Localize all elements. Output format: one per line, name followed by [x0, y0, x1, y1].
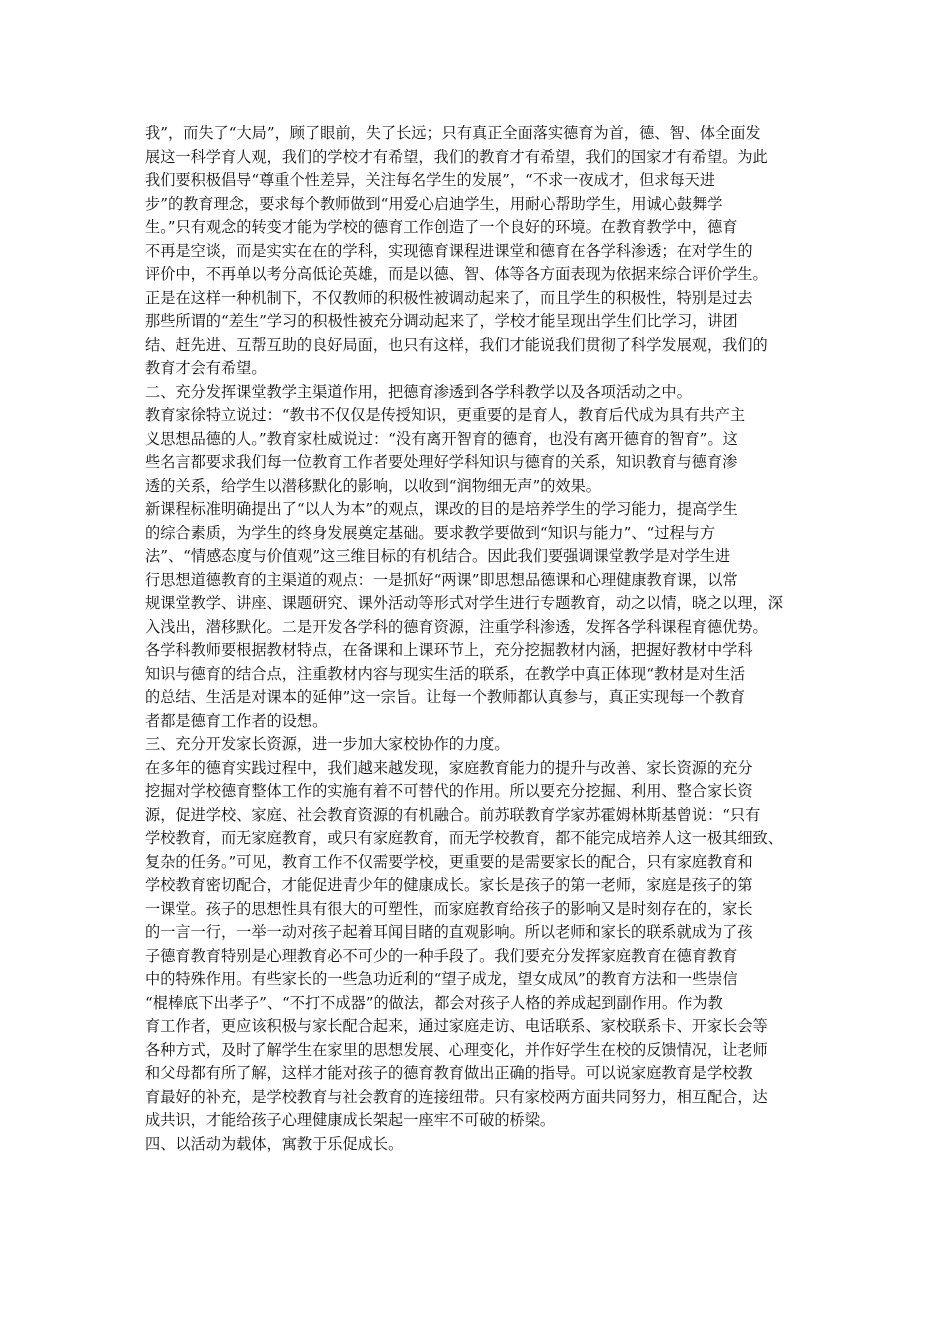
text-line: 复杂的任务。”可见，教育工作不仅需要学校，更重要的是需要家长的配合，只有家庭教育和 [145, 852, 753, 871]
text-line: 挖掘对学校德育整体工作的实施有着不可替代的作用。所以要充分挖掘、利用、整合家长资 [145, 782, 753, 800]
text-line: 各学科教师要根据教材特点，在备课和上课环节上，充分挖掘教材内涵，把握好教材中学科 [145, 641, 753, 659]
text-line: 规课堂教学、讲座、课题研究、课外活动等形式对学生进行专题教育，动之以情，晓之以理，深 [145, 594, 783, 612]
text-line: 结、赶先进、互帮互助的良好局面，也只有这样，我们才能说我们贯彻了科学发展观，我们的 [145, 335, 768, 354]
text-line: 行思想道德教育的主渠道的观点：一是抓好“两课”即思想品德课和心理健康教育课，以常 [145, 570, 738, 589]
text-line: 学校教育密切配合，才能促进青少年的健康成长。家长是孩子的第一老师，家庭是孩子的第 [145, 876, 753, 894]
text-line: 子德育教育特别是心理教育必不可少的一种手段了。我们要充分发挥家庭教育在德育教育 [145, 946, 738, 965]
text-line: 一课堂。孩子的思想性具有很大的可塑性，而家庭教育给孩子的影响又是时刻存在的，家长 [145, 899, 753, 918]
text-line: 学校教育，而无家庭教育，或只有家庭教育，而无学校教育，都不能完成培养人这一极其细致、 [145, 829, 783, 847]
section-heading: 四、以活动为载体，寓教于乐促成长。 [145, 1134, 404, 1153]
section-heading: 二、充分发挥课堂教学主渠道作用，把德育渗透到各学科教学以及各项活动之中。 [145, 382, 692, 401]
text-line: 不再是空谈，而是实实在在的学科，实现德育课程进课堂和德育在各学科渗透；在对学生的 [145, 241, 753, 260]
text-line: 展这一科学育人观，我们的学校才有希望，我们的教育才有希望，我们的国家才有希望。为此 [145, 147, 768, 166]
text-line: 新课程标准明确提出了“以人为本”的观点，课改的目的是培养学生的学习能力，提高学生 [145, 500, 738, 518]
text-line: 教育才会有希望。 [145, 359, 267, 377]
text-line: 育工作者，更应该积极与家长配合起来，通过家庭走访、电话联系、家校联系卡、开家长会等 [145, 1017, 768, 1035]
text-line: 和父母都有所了解，这样才能对孩子的德育教育做出正确的指导。可以说家庭教育是学校教 [145, 1064, 753, 1082]
text-line: 透的关系，给学生以潜移默化的影响，以收到“润物细无声”的效果。 [145, 476, 601, 495]
text-line: 中的特殊作用。有些家长的一些急功近利的“望子成龙，望女成凤”的教育方法和一些崇信 [145, 970, 738, 988]
text-line: 者都是德育工作者的设想。 [145, 711, 328, 730]
text-line: 成共识，才能给孩子心理健康成长架起一座牢不可破的桥梁。 [145, 1111, 556, 1129]
text-line: 育最好的补充，是学校教育与社会教育的连接纽带。只有家校两方面共同努力，相互配合，达 [145, 1087, 768, 1106]
text-line: 步”的教育理念，要求每个教师做到“用爱心启迪学生，用耐心帮助学生，用诚心鼓舞学 [145, 194, 723, 213]
text-line: 在多年的德育实践过程中，我们越来越发现，家庭教育能力的提升与改善、家长资源的充分 [145, 758, 753, 777]
text-line: 义思想品德的人。”教育家杜威说过：“没有离开智育的德育，也没有离开德育的智育”。这 [145, 429, 738, 448]
text-line: 的一言一行，一举一动对孩子起着耳闻目睹的直观影响。所以老师和家长的联系就成为了孩 [145, 923, 753, 941]
text-line: 些名言都要求我们每一位教育工作者要处理好学科知识与德育的关系，知识教育与德育渗 [145, 453, 738, 471]
text-line: 正是在这样一种机制下，不仅教师的积极性被调动起来了，而且学生的积极性，特别是过去 [145, 288, 753, 307]
text-line: 法”、“情感态度与价值观”这三维目标的有机结合。因此我们要强调课堂教学是对学生进 [145, 547, 731, 565]
text-line: 我”，而失了“大局”，顾了眼前，失了长远；只有真正全面落实德育为首，德、智、体全面发 [145, 124, 761, 142]
text-line: 入浅出，潜移默化。二是开发各学科的德育资源，注重学科渗透，发挥各学科课程育德优势。 [145, 617, 768, 636]
section-heading: 三、充分开发家长资源，进一步加大家校协作的力度。 [145, 735, 510, 753]
text-line: 的综合素质，为学生的终身发展奠定基础。要求教学要做到“知识与能力”、“过程与方 [145, 523, 716, 542]
text-line: 教育家徐特立说过：“教书不仅仅是传授知识，更重要的是育人，教育后代成为具有共产主 [145, 406, 746, 424]
text-line: 评价中，不再单以考分高低论英雄，而是以德、智、体等各方面表现为依据来综合评价学生。 [145, 265, 768, 283]
text-line: 源，促进学校、家庭、社会教育资源的有机融合。前苏联教育学家苏霍姆林斯基曾说：“只有 [145, 805, 761, 824]
document-body [145, 122, 807, 1156]
text-line: 那些所谓的“差生”学习的积极性被充分调动起来了，学校才能呈现出学生们比学习，讲团 [145, 312, 738, 330]
text-line: 知识与德育的结合点，注重教材内容与现实生活的联系，在教学中真正体现“教材是对生活 [145, 664, 746, 683]
text-line: 的总结、生活是对课本的延伸”这一宗旨。让每一个教师都认真参与，真正实现每一个教育 [145, 688, 746, 706]
text-line: 生。”只有观念的转变才能为学校的德育工作创造了一个良好的环境。在教育教学中，德育 [145, 218, 738, 236]
text-line: “棍棒底下出孝子”、“不打不成器”的做法，都会对孩子人格的养成起到副作用。作为教 [145, 993, 723, 1012]
text-line: 我们要积极倡导“尊重个性差异，关注每名学生的发展”，“不求一夜成才，但求每天进 [145, 171, 716, 189]
text-line: 各种方式，及时了解学生在家里的思想发展、心理变化，并作好学生在校的反馈情况，让老师 [145, 1040, 768, 1059]
